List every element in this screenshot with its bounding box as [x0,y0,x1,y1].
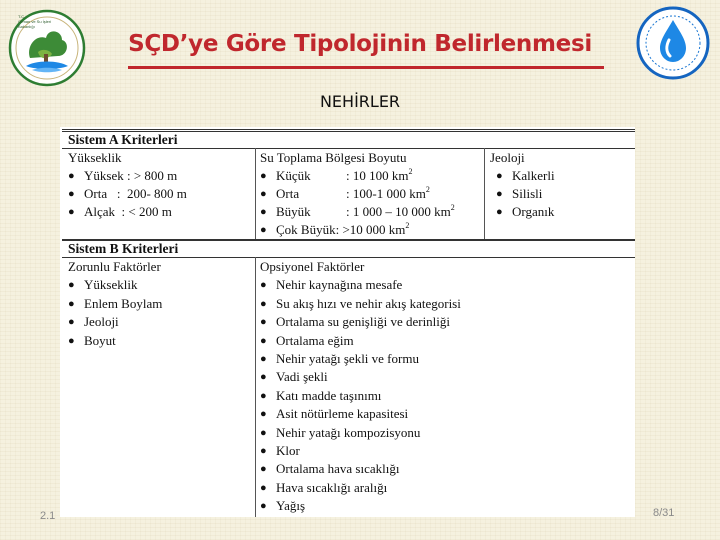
bullet-icon: ● [68,279,75,292]
bullet-icon: ● [260,352,267,365]
mandatory-item: Yükseklik [84,277,138,293]
list-item [68,332,162,350]
column-divider [484,148,485,241]
bullet-icon: ● [260,316,267,329]
column-divider [255,257,256,517]
catchment-item-name: Orta [276,186,300,201]
bullet-icon: ● [260,188,267,200]
list-item [260,313,461,331]
page-number: 8/31 [653,507,675,519]
bullet-icon: ● [260,279,267,292]
list-item [68,295,162,313]
optional-factors-column [260,258,461,515]
bullet-icon: ● [260,371,267,384]
optional-item: Klor [276,442,300,458]
bullet-icon: ● [68,316,75,329]
optional-item: Nehir yatağı şekli ve formu [276,350,419,366]
bullet-icon: ● [260,334,267,347]
catchment-item-value: : 10 100 km [346,168,409,183]
bullet-icon: ● [496,206,503,218]
list-item [260,460,461,478]
optional-item: Ortalama eğim [276,332,354,348]
mandatory-factors-column [68,258,162,350]
optional-item: Asit nötürleme kapasitesi [276,406,409,422]
optional-item: Vadi şekli [276,369,328,385]
list-item [260,479,461,497]
catchment-item-name: Küçük [276,168,311,183]
bullet-icon: ● [260,500,267,513]
optional-item: Nehir kaynağına mesafe [276,277,403,293]
system-b-heading: Sistem B Kriterleri [68,241,179,256]
bullet-icon: ● [260,463,267,476]
geology-item: Organık [512,204,555,219]
catchment-item-name: Büyük [276,204,311,219]
geology-item: Silisli [512,186,543,201]
unit-superscript: 2 [425,185,430,194]
unit-superscript: 2 [405,221,410,230]
logo-text-line: T.C. [18,14,26,19]
logo-text-line: Bakanlığı [18,24,35,29]
bullet-icon: ● [260,206,267,218]
geology-column [490,149,555,221]
list-item [260,387,461,405]
altitude-item: Orta : 200- 800 m [84,186,187,201]
list-item [490,203,555,221]
unit-superscript: 2 [408,167,413,176]
mandatory-item: Enlem Boylam [84,295,163,311]
catchment-heading: Su Toplama Bölgesi Boyutu [260,150,407,165]
optional-item: Su akış hızı ve nehir akış kategorisi [276,295,461,311]
optional-heading: Opsiyonel Faktörler [260,259,365,274]
bullet-icon: ● [260,481,267,494]
bullet-icon: ● [260,408,267,421]
altitude-item: Alçak : < 200 m [84,204,172,219]
unit-superscript: 2 [450,203,455,212]
list-item [260,350,461,368]
list-item [490,167,555,185]
optional-item: Katı madde taşınımı [276,387,382,403]
list-item [260,295,461,313]
bullet-icon: ● [68,188,75,200]
list-item [260,221,455,239]
geology-heading: Jeoloji [490,150,525,165]
bullet-icon: ● [496,170,503,182]
logo-text-line: Orman ve Su İşleri [18,19,52,24]
bullet-icon: ● [260,444,267,457]
list-item [68,185,187,203]
list-item [260,167,455,185]
bullet-icon: ● [68,170,75,182]
list-item [260,442,461,460]
system-a-heading: Sistem A Kriterleri [68,132,178,147]
bullet-icon: ● [260,170,267,182]
catchment-item-name: Çok Büyük [276,222,336,237]
bullet-icon: ● [260,426,267,439]
list-item [260,405,461,423]
mandatory-item: Jeoloji [84,314,119,330]
bullet-icon: ● [68,334,75,347]
catchment-item-value: : >10 000 km [335,222,406,237]
optional-item: Hava sıcaklığı aralığı [276,479,388,495]
list-item [260,368,461,386]
list-item [68,313,162,331]
bullet-icon: ● [260,297,267,310]
bullet-icon: ● [68,297,75,310]
altitude-item: Yüksek : > 800 m [84,168,178,183]
section-subtitle: NEHİRLER [319,92,401,111]
list-item [260,276,461,294]
bullet-icon: ● [68,206,75,218]
optional-item: Ortalama hava sıcaklığı [276,461,400,477]
title-underline [128,66,604,69]
bullet-icon: ● [260,389,267,402]
list-item [68,167,187,185]
table-top-rule [62,129,635,130]
optional-item: Yağış [276,498,306,514]
catchment-item-value: : 1 000 – 10 000 km [346,204,451,219]
list-item [260,185,455,203]
column-divider [255,148,256,241]
criteria-table [60,127,635,517]
mandatory-heading: Zorunlu Faktörler [68,259,161,274]
list-item [260,497,461,515]
list-item [68,203,187,221]
list-item [490,185,555,203]
list-item [68,276,162,294]
list-item [260,332,461,350]
altitude-heading: Yükseklik [68,150,122,165]
catchment-item-value: : 100-1 000 km [346,186,426,201]
list-item [260,424,461,442]
page-title: SÇD’ye Göre Tipolojinin Belirlenmesi [128,31,592,57]
footer-date: 2.1 [40,510,56,522]
optional-item: Ortalama su genişliği ve derinliği [276,314,451,330]
ministry-logo-text [18,14,58,29]
bullet-icon: ● [496,188,503,200]
mandatory-item: Boyut [84,332,116,348]
list-item [260,203,455,221]
catchment-size-column [260,149,455,239]
altitude-column [68,149,187,221]
optional-item: Nehir yatağı kompozisyonu [276,424,421,440]
geology-item: Kalkerli [512,168,555,183]
bullet-icon: ● [260,224,267,236]
